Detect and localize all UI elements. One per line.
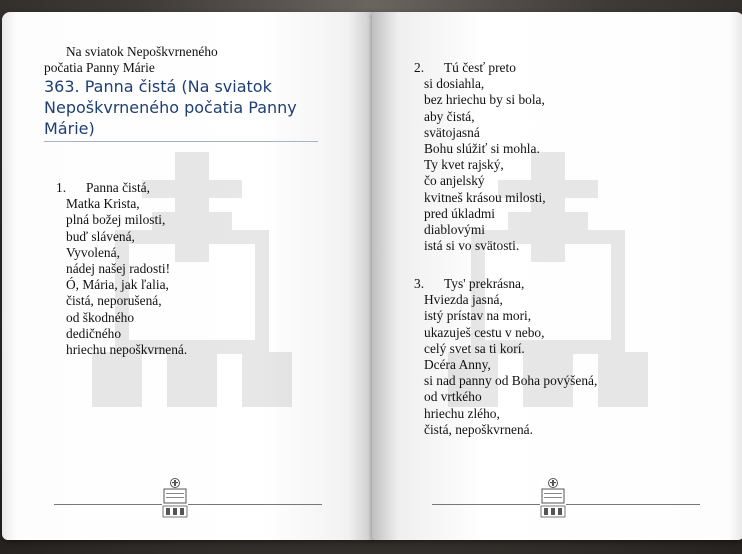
- verse-line: pred úkladmi: [424, 205, 496, 221]
- verse-line: od vrtkého: [424, 389, 482, 405]
- verse-line: Dcéra Anny,: [424, 357, 491, 373]
- verse-line: Hviezda jasná,: [424, 292, 503, 308]
- feast-note: [44, 44, 218, 76]
- verse-line: nádej našej radosti!: [66, 261, 171, 277]
- verse-line: čistá, neporušená,: [66, 293, 162, 309]
- verse-line: Matka Krista,: [66, 196, 140, 212]
- hymn-title: 363. Panna čistá (Na sviatok Nepoškvrneného počatia Panny Márie): [44, 77, 297, 138]
- verse-line: Tú česť preto: [444, 60, 516, 75]
- verse-line: hriechu nepoškvrnená.: [66, 342, 188, 358]
- verse-1: [56, 180, 187, 358]
- title-divider: [44, 141, 318, 142]
- right-page-footer: [432, 478, 702, 518]
- fidei-et-scientiae-logo-icon: [540, 478, 566, 518]
- verse-line: čo anjelský: [424, 173, 485, 189]
- verse-line: diablovými: [424, 222, 485, 238]
- verse-line: hriechu zlého,: [424, 405, 500, 421]
- verse-number: 3.: [414, 276, 425, 291]
- verse-line: istá si vo svätosti.: [424, 238, 520, 254]
- fidei-et-scientiae-logo-icon: [162, 478, 188, 518]
- verse-line: Ty kvet rajský,: [424, 157, 504, 173]
- feast-note-line: počatia Panny Márie: [44, 60, 155, 76]
- feast-note-line: Na sviatok Nepoškvrneného: [66, 44, 218, 59]
- verse-3: [414, 276, 597, 438]
- open-book: [0, 12, 742, 542]
- verse-line: od škodného: [66, 309, 135, 325]
- verse-line: celý svet sa ti korí.: [424, 340, 525, 356]
- left-page-footer: [54, 478, 324, 518]
- verse-number: 1.: [56, 180, 67, 195]
- verse-line: Panna čistá,: [86, 180, 150, 195]
- verse-line: Tys' prekrásna,: [444, 276, 525, 291]
- verse-line: kvitneš krásou milosti,: [424, 189, 546, 205]
- verse-line: plná božej milosti,: [66, 212, 166, 228]
- verse-line: bez hriechu by si bola,: [424, 92, 545, 108]
- verse-line: Bohu slúžiť si mohla.: [424, 141, 540, 157]
- verse-line: istý prístav na mori,: [424, 308, 532, 324]
- verse-line: Ó, Mária, jak ľalia,: [66, 277, 169, 293]
- left-page[interactable]: [2, 12, 374, 540]
- right-page[interactable]: [372, 12, 742, 540]
- verse-line: buď slávená,: [66, 228, 135, 244]
- footer-rule: [54, 504, 322, 505]
- verse-line: ukazuješ cestu v nebo,: [424, 324, 545, 340]
- verse-line: aby čistá,: [424, 108, 475, 124]
- verse-number: 2.: [414, 60, 425, 75]
- verse-line: si dosiahla,: [424, 76, 485, 92]
- verse-2: [414, 60, 546, 254]
- verse-line: svätojasná: [424, 124, 480, 140]
- footer-rule: [432, 504, 700, 505]
- verse-line: čistá, nepoškvrnená.: [424, 421, 533, 437]
- verse-line: dedičného: [66, 325, 122, 341]
- verse-line: si nad panny od Boha povýšená,: [424, 373, 598, 389]
- verse-line: Vyvolená,: [66, 244, 120, 260]
